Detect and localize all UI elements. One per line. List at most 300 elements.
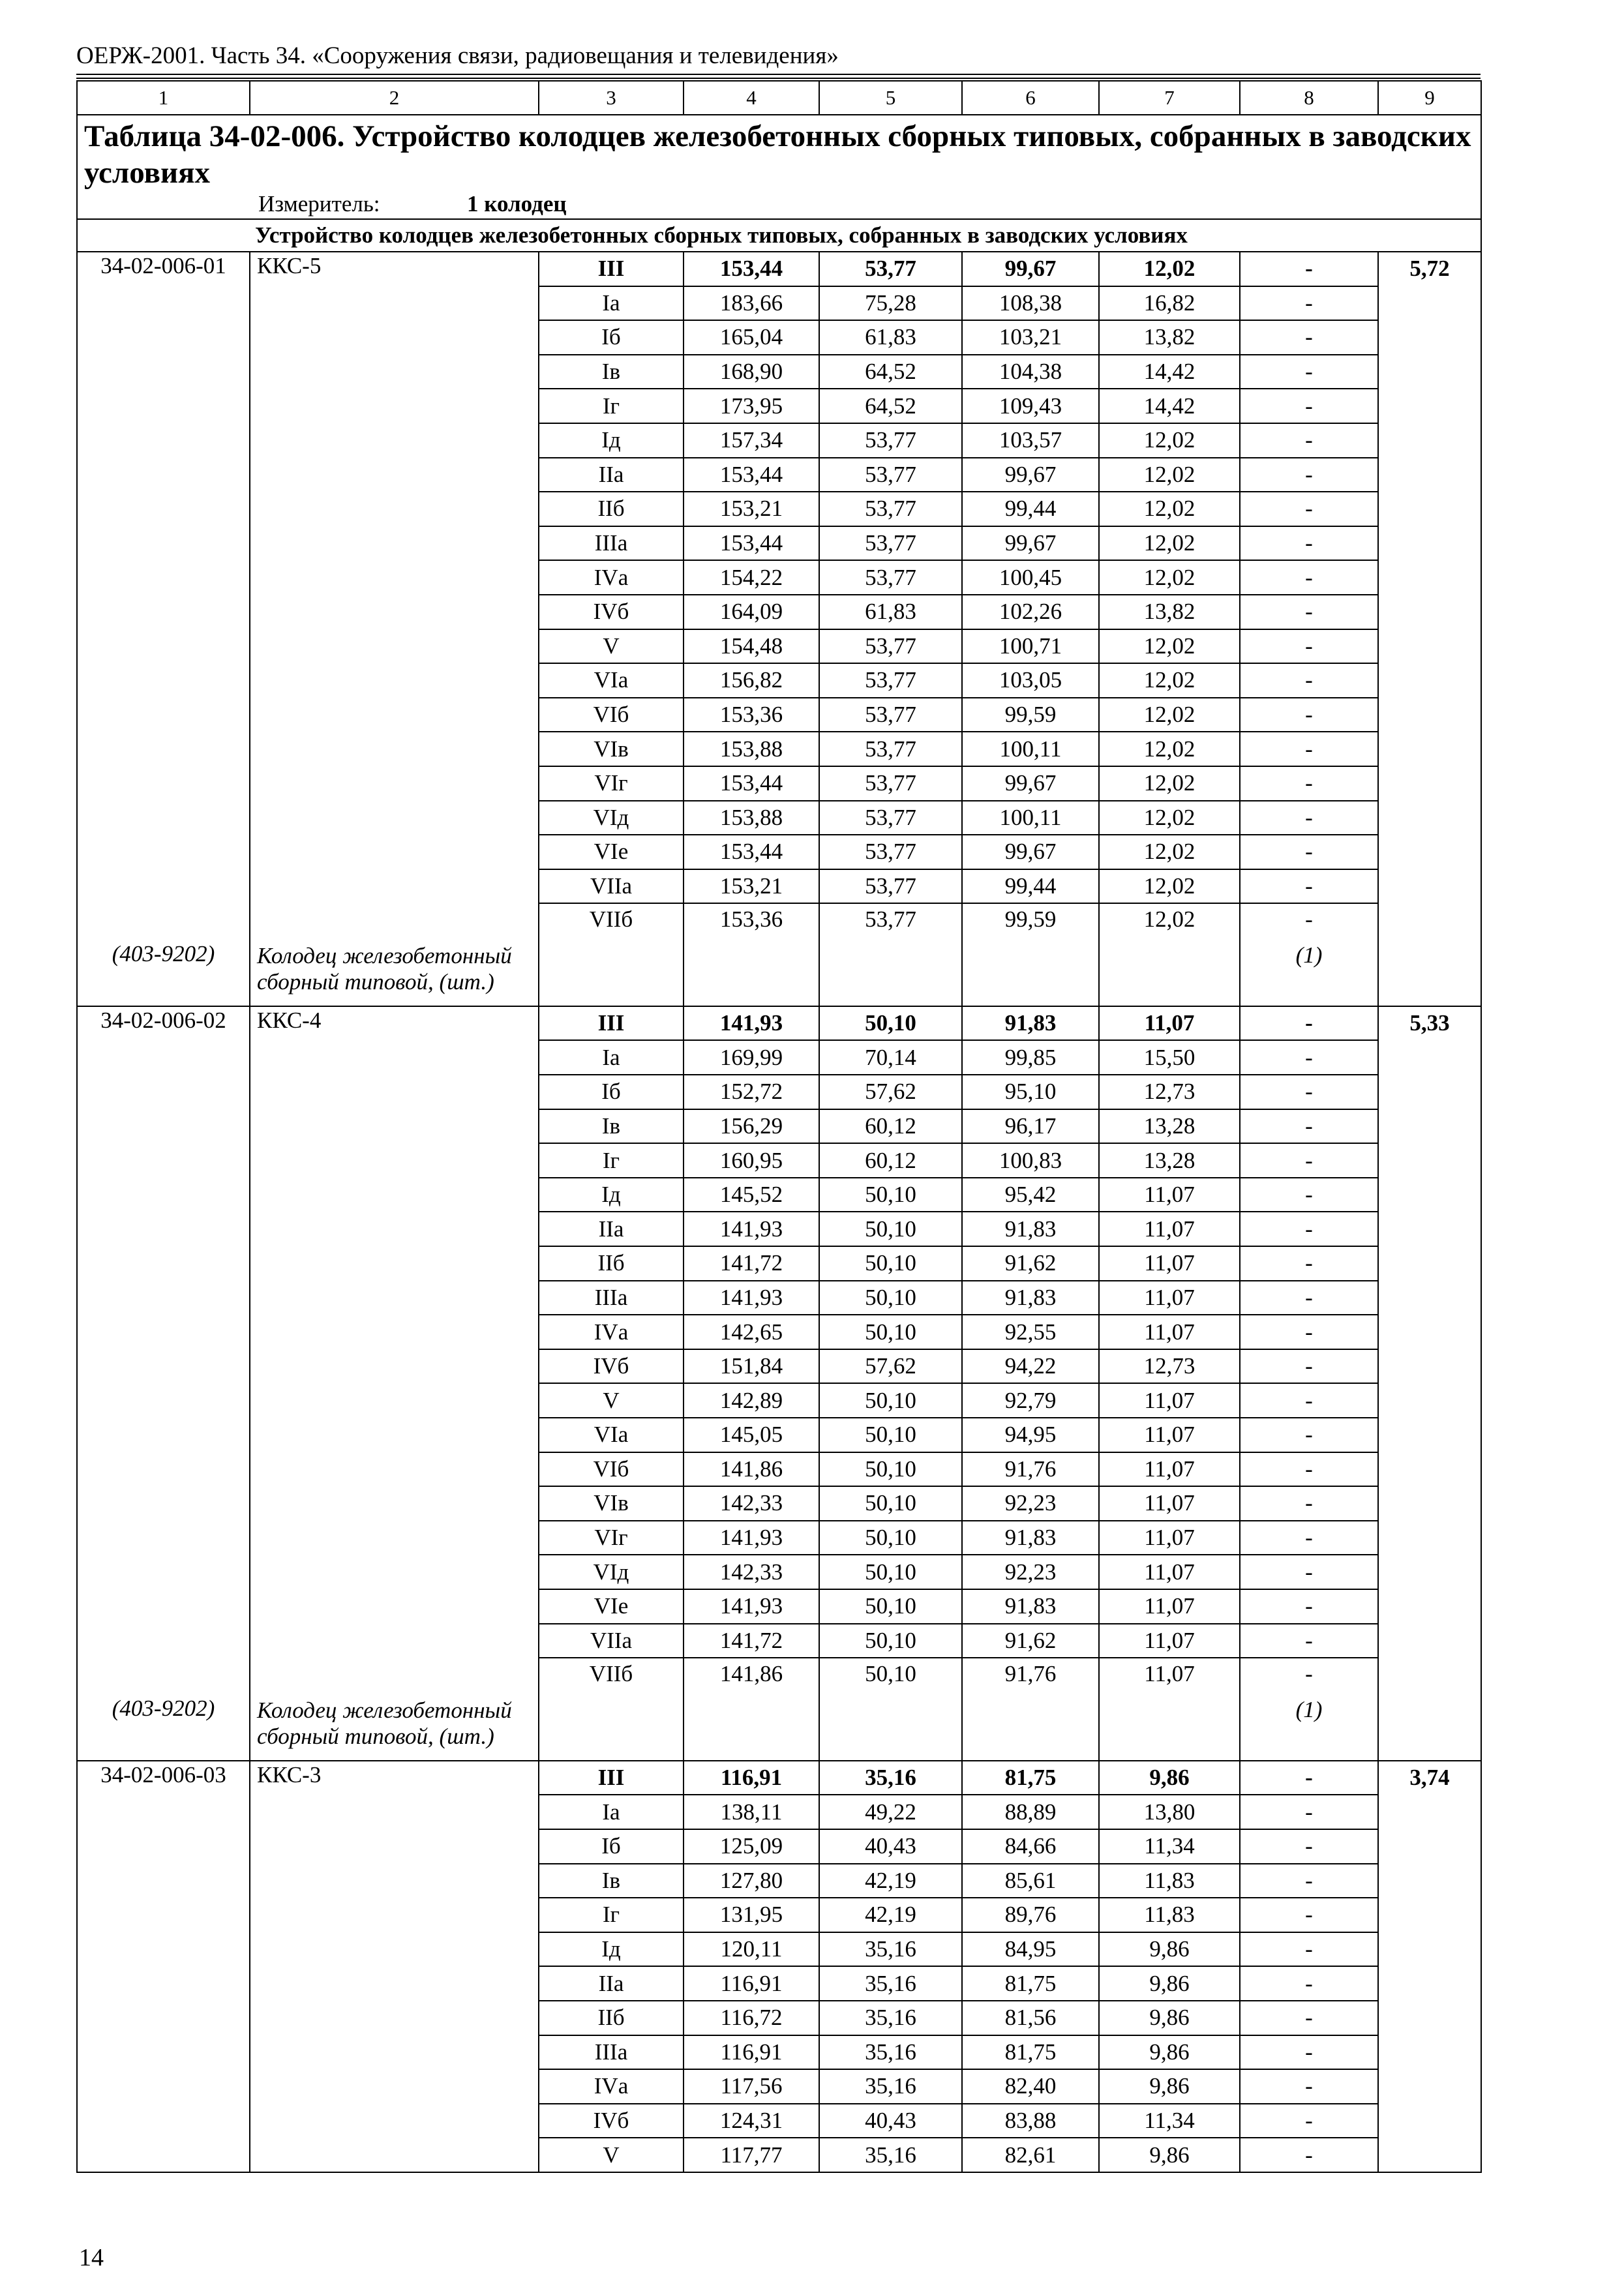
value-cell: - (1240, 458, 1378, 492)
column-number: 1 (77, 81, 250, 115)
value-cell: 14,42 (1099, 389, 1240, 423)
resource-quantity: (1) (1240, 1696, 1378, 1761)
value-cell: 11,07 (1099, 1418, 1240, 1452)
zone-cell: V (539, 1383, 684, 1418)
value-cell: 141,86 (684, 1658, 819, 1696)
value-cell: 138,11 (684, 1795, 819, 1829)
value-cell: 153,44 (684, 766, 819, 801)
value-cell: - (1240, 355, 1378, 389)
value-cell: - (1240, 1452, 1378, 1487)
value-cell: 64,52 (819, 389, 962, 423)
value-cell: 91,62 (962, 1624, 1099, 1658)
value-cell: 142,33 (684, 1555, 819, 1589)
value-cell: 100,83 (962, 1143, 1099, 1178)
value-cell: - (1240, 492, 1378, 526)
value-cell: 50,10 (819, 1555, 962, 1589)
zone-cell: Iа (539, 1040, 684, 1075)
value-cell: 50,10 (819, 1315, 962, 1349)
value-cell: - (1240, 1486, 1378, 1521)
value-cell: 53,77 (819, 663, 962, 698)
value-cell: - (1240, 286, 1378, 321)
empty-cell (962, 942, 1099, 1006)
value-cell: 91,83 (962, 1006, 1099, 1041)
section-title: Устройство колодцев железобетонных сборных типовых, собранных в заводских условиях (77, 219, 1481, 252)
value-cell: 57,62 (819, 1349, 962, 1384)
zone-cell: Iв (539, 1109, 684, 1144)
item-code: 34-02-006-01 (77, 252, 250, 942)
value-cell: - (1240, 1075, 1378, 1109)
value-cell: 50,10 (819, 1246, 962, 1281)
value-cell: 9,86 (1099, 1761, 1240, 1795)
empty-cell (684, 942, 819, 1006)
value-cell: 99,67 (962, 252, 1099, 286)
value-cell: 142,89 (684, 1383, 819, 1418)
value-cell: 125,09 (684, 1829, 819, 1864)
value-cell: - (1240, 252, 1378, 286)
value-cell: - (1240, 1143, 1378, 1178)
resource-code: (403-9202) (77, 1696, 250, 1761)
value-cell: 11,07 (1099, 1383, 1240, 1418)
table-row (77, 1006, 1481, 1041)
table-row (77, 1761, 1481, 1795)
value-cell: - (1240, 1932, 1378, 1967)
zone-cell: V (539, 2138, 684, 2172)
value-cell: 116,91 (684, 2035, 819, 2070)
value-cell: 35,16 (819, 1932, 962, 1967)
value-cell: 141,72 (684, 1246, 819, 1281)
value-cell: 60,12 (819, 1109, 962, 1144)
item-name: ККС-5 (250, 252, 539, 942)
zone-cell: Iг (539, 1898, 684, 1932)
value-cell: 127,80 (684, 1864, 819, 1898)
value-cell: 141,93 (684, 1006, 819, 1041)
value-cell: 53,77 (819, 869, 962, 904)
zone-cell: VIIб (539, 903, 684, 942)
value-cell: 92,23 (962, 1555, 1099, 1589)
resource-code: (403-9202) (77, 942, 250, 1006)
value-cell: 13,82 (1099, 595, 1240, 629)
value-cell: 84,95 (962, 1932, 1099, 1967)
value-cell: 91,83 (962, 1589, 1099, 1624)
value-cell: 53,77 (819, 903, 962, 942)
value-cell: 83,88 (962, 2104, 1099, 2138)
value-cell: - (1240, 1898, 1378, 1932)
value-cell: 53,77 (819, 560, 962, 595)
value-cell: 99,67 (962, 458, 1099, 492)
value-cell: 50,10 (819, 1452, 962, 1487)
value-cell: 100,45 (962, 560, 1099, 595)
value-cell: 60,12 (819, 1143, 962, 1178)
value-cell: - (1240, 1006, 1378, 1041)
zone-cell: VIд (539, 801, 684, 835)
column-number: 2 (250, 81, 539, 115)
value-cell: - (1240, 801, 1378, 835)
column-number: 5 (819, 81, 962, 115)
zone-cell: Iб (539, 1075, 684, 1109)
value-cell: 11,07 (1099, 1006, 1240, 1041)
measure-label: Измеритель: (258, 191, 380, 217)
value-cell: 50,10 (819, 1383, 962, 1418)
value-cell: 35,16 (819, 2138, 962, 2172)
value-cell: 117,56 (684, 2069, 819, 2104)
value-cell: 14,42 (1099, 355, 1240, 389)
value-cell: 160,95 (684, 1143, 819, 1178)
value-cell: - (1240, 1383, 1378, 1418)
value-cell: 40,43 (819, 1829, 962, 1864)
value-cell: 151,84 (684, 1349, 819, 1384)
value-cell: 156,82 (684, 663, 819, 698)
value-cell: 153,44 (684, 526, 819, 561)
column-number: 9 (1378, 81, 1481, 115)
value-cell: 145,52 (684, 1178, 819, 1212)
value-cell: 99,85 (962, 1040, 1099, 1075)
value-cell: 142,65 (684, 1315, 819, 1349)
value-cell: - (1240, 903, 1378, 942)
value-cell: 154,48 (684, 629, 819, 664)
value-cell: 11,07 (1099, 1486, 1240, 1521)
zone-cell: IVа (539, 1315, 684, 1349)
value-cell: - (1240, 1246, 1378, 1281)
value-cell: 53,77 (819, 629, 962, 664)
value-cell: - (1240, 560, 1378, 595)
value-cell: 141,93 (684, 1589, 819, 1624)
value-cell: 13,28 (1099, 1109, 1240, 1144)
value-cell: 35,16 (819, 1966, 962, 2001)
value-cell: 142,33 (684, 1486, 819, 1521)
value-cell: 12,02 (1099, 732, 1240, 766)
item-name: ККС-4 (250, 1006, 539, 1696)
value-cell: 124,31 (684, 2104, 819, 2138)
zone-cell: IVа (539, 2069, 684, 2104)
column-number-row (77, 81, 1481, 115)
value-cell: 92,55 (962, 1315, 1099, 1349)
value-cell: 53,77 (819, 458, 962, 492)
value-cell: 116,72 (684, 2001, 819, 2035)
zone-cell: VIг (539, 766, 684, 801)
value-cell: 53,77 (819, 801, 962, 835)
value-cell: 153,21 (684, 492, 819, 526)
value-cell: 11,07 (1099, 1624, 1240, 1658)
value-cell: 61,83 (819, 595, 962, 629)
zone-cell: VIа (539, 663, 684, 698)
zone-cell: Iв (539, 1864, 684, 1898)
empty-cell (819, 942, 962, 1006)
value-cell: 100,11 (962, 732, 1099, 766)
column-number: 6 (962, 81, 1099, 115)
value-cell: 131,95 (684, 1898, 819, 1932)
value-cell: 40,43 (819, 2104, 962, 2138)
zone-cell: IIб (539, 2001, 684, 2035)
section-row (77, 219, 1481, 252)
empty-cell (1099, 942, 1240, 1006)
value-cell: 95,10 (962, 1075, 1099, 1109)
value-cell: 35,16 (819, 2035, 962, 2070)
zone-cell: VIIа (539, 869, 684, 904)
value-cell: - (1240, 1281, 1378, 1315)
value-cell-col9: 5,72 (1378, 252, 1481, 1006)
zone-cell: III (539, 252, 684, 286)
value-cell: 116,91 (684, 1966, 819, 2001)
value-cell: - (1240, 698, 1378, 732)
value-cell: 154,22 (684, 560, 819, 595)
value-cell: 141,72 (684, 1624, 819, 1658)
zone-cell: IIа (539, 458, 684, 492)
empty-cell (539, 942, 684, 1006)
value-cell: 12,02 (1099, 801, 1240, 835)
value-cell: - (1240, 2035, 1378, 2070)
value-cell: 152,72 (684, 1075, 819, 1109)
value-cell: 61,83 (819, 320, 962, 355)
value-cell: 82,40 (962, 2069, 1099, 2104)
value-cell: 11,07 (1099, 1212, 1240, 1246)
zone-cell: VIб (539, 1452, 684, 1487)
value-cell: 88,89 (962, 1795, 1099, 1829)
value-cell: 117,77 (684, 2138, 819, 2172)
value-cell: 50,10 (819, 1281, 962, 1315)
value-cell: - (1240, 595, 1378, 629)
value-cell: 42,19 (819, 1898, 962, 1932)
value-cell: 173,95 (684, 389, 819, 423)
zone-cell: Iд (539, 1178, 684, 1212)
value-cell: 153,21 (684, 869, 819, 904)
item-code: 34-02-006-03 (77, 1761, 250, 2172)
column-number: 4 (684, 81, 819, 115)
value-cell: 50,10 (819, 1178, 962, 1212)
measure-line (84, 191, 1474, 217)
zone-cell: VIб (539, 698, 684, 732)
value-cell: 89,76 (962, 1898, 1099, 1932)
table-row (77, 252, 1481, 286)
value-cell: 12,02 (1099, 458, 1240, 492)
value-cell: - (1240, 629, 1378, 664)
value-cell: - (1240, 766, 1378, 801)
value-cell: 12,02 (1099, 869, 1240, 904)
value-cell: - (1240, 835, 1378, 869)
zone-cell: IIIа (539, 526, 684, 561)
value-cell: - (1240, 1315, 1378, 1349)
zone-cell: Iд (539, 423, 684, 458)
value-cell: 11,07 (1099, 1315, 1240, 1349)
value-cell: - (1240, 1349, 1378, 1384)
value-cell: 9,86 (1099, 2035, 1240, 2070)
value-cell: 50,10 (819, 1589, 962, 1624)
value-cell: - (1240, 1795, 1378, 1829)
zone-cell: VIг (539, 1521, 684, 1555)
value-cell: 75,28 (819, 286, 962, 321)
value-cell: 96,17 (962, 1109, 1099, 1144)
value-cell: - (1240, 1761, 1378, 1795)
value-cell: 11,07 (1099, 1246, 1240, 1281)
value-cell: 11,07 (1099, 1452, 1240, 1487)
zone-cell: Iг (539, 389, 684, 423)
zone-cell: Iд (539, 1932, 684, 1967)
value-cell: 11,34 (1099, 2104, 1240, 2138)
value-cell: 157,34 (684, 423, 819, 458)
zone-cell: VIе (539, 835, 684, 869)
empty-cell (962, 1696, 1099, 1761)
value-cell: 70,14 (819, 1040, 962, 1075)
value-cell: - (1240, 1555, 1378, 1589)
value-cell: - (1240, 320, 1378, 355)
zone-cell: VIIа (539, 1624, 684, 1658)
empty-cell (539, 1696, 684, 1761)
value-cell: - (1240, 732, 1378, 766)
table-title-cell (77, 115, 1481, 219)
value-cell: 156,29 (684, 1109, 819, 1144)
value-cell: 9,86 (1099, 1966, 1240, 2001)
value-cell: 35,16 (819, 2001, 962, 2035)
value-cell: 91,76 (962, 1658, 1099, 1696)
value-cell: 164,09 (684, 595, 819, 629)
zone-cell: IVб (539, 1349, 684, 1384)
page-number: 14 (79, 2244, 104, 2271)
value-cell: 12,02 (1099, 629, 1240, 664)
zone-cell: IIа (539, 1966, 684, 2001)
value-cell: - (1240, 1829, 1378, 1864)
value-cell: - (1240, 1418, 1378, 1452)
table-title: Таблица 34-02-006. Устройство колодцев железобетонных сборных типовых, собранных в заводских условиях (84, 119, 1471, 190)
value-cell: 183,66 (684, 286, 819, 321)
column-number: 8 (1240, 81, 1378, 115)
value-cell: 100,71 (962, 629, 1099, 664)
value-cell: 99,59 (962, 698, 1099, 732)
item-name: ККС-3 (250, 1761, 539, 2172)
value-cell: 50,10 (819, 1624, 962, 1658)
value-cell: 153,44 (684, 835, 819, 869)
value-cell: 35,16 (819, 1761, 962, 1795)
value-cell: 12,02 (1099, 903, 1240, 942)
value-cell: - (1240, 526, 1378, 561)
zone-cell: Iа (539, 1795, 684, 1829)
zone-cell: Iа (539, 286, 684, 321)
value-cell: 13,82 (1099, 320, 1240, 355)
value-cell: 12,02 (1099, 698, 1240, 732)
value-cell: 11,07 (1099, 1555, 1240, 1589)
value-cell: 53,77 (819, 698, 962, 732)
value-cell: 53,77 (819, 766, 962, 801)
value-cell: - (1240, 1658, 1378, 1696)
value-cell: 99,67 (962, 526, 1099, 561)
value-cell: 50,10 (819, 1418, 962, 1452)
zone-cell: IIа (539, 1212, 684, 1246)
value-cell: 91,76 (962, 1452, 1099, 1487)
value-cell: 99,44 (962, 869, 1099, 904)
value-cell: 102,26 (962, 595, 1099, 629)
value-cell: 165,04 (684, 320, 819, 355)
value-cell: 53,77 (819, 835, 962, 869)
header-rule (76, 78, 1481, 79)
value-cell: 15,50 (1099, 1040, 1240, 1075)
value-cell: 153,44 (684, 252, 819, 286)
value-cell: 53,77 (819, 492, 962, 526)
value-cell: - (1240, 1966, 1378, 2001)
value-cell: 53,77 (819, 252, 962, 286)
zone-cell: III (539, 1006, 684, 1041)
value-cell: 168,90 (684, 355, 819, 389)
zone-cell: Iг (539, 1143, 684, 1178)
value-cell: - (1240, 1109, 1378, 1144)
value-cell: 11,34 (1099, 1829, 1240, 1864)
value-cell: 141,93 (684, 1281, 819, 1315)
value-cell: 91,83 (962, 1281, 1099, 1315)
zone-cell: Iв (539, 355, 684, 389)
value-cell: 99,67 (962, 835, 1099, 869)
value-cell: 11,07 (1099, 1589, 1240, 1624)
value-cell: 53,77 (819, 732, 962, 766)
value-cell: 9,86 (1099, 2069, 1240, 2104)
zone-cell: VIв (539, 732, 684, 766)
zone-cell: VIIб (539, 1658, 684, 1696)
zone-cell: IVа (539, 560, 684, 595)
table-title-row (77, 115, 1481, 219)
value-cell: 141,86 (684, 1452, 819, 1487)
value-cell: 12,02 (1099, 423, 1240, 458)
value-cell: 141,93 (684, 1521, 819, 1555)
value-cell: 82,61 (962, 2138, 1099, 2172)
value-cell: - (1240, 2001, 1378, 2035)
value-cell-col9: 5,33 (1378, 1006, 1481, 1761)
value-cell: 91,83 (962, 1521, 1099, 1555)
value-cell: 57,62 (819, 1075, 962, 1109)
value-cell: 11,07 (1099, 1658, 1240, 1696)
measure-value: 1 колодец (467, 191, 567, 217)
value-cell: 153,36 (684, 698, 819, 732)
value-cell: - (1240, 1040, 1378, 1075)
value-cell: 85,61 (962, 1864, 1099, 1898)
value-cell: 94,22 (962, 1349, 1099, 1384)
value-cell: - (1240, 2104, 1378, 2138)
value-cell: 91,62 (962, 1246, 1099, 1281)
value-cell: - (1240, 869, 1378, 904)
value-cell: 103,57 (962, 423, 1099, 458)
zone-cell: IIб (539, 492, 684, 526)
resource-row (77, 942, 1481, 1006)
value-cell: 11,07 (1099, 1281, 1240, 1315)
resource-name: Колодец железобетонный сборный типовой, (шт.) (250, 1696, 539, 1761)
zone-cell: IIб (539, 1246, 684, 1281)
value-cell: 9,86 (1099, 2138, 1240, 2172)
zone-cell: Iб (539, 1829, 684, 1864)
value-cell: 99,67 (962, 766, 1099, 801)
value-cell: 108,38 (962, 286, 1099, 321)
zone-cell: III (539, 1761, 684, 1795)
zone-cell: V (539, 629, 684, 664)
value-cell: 92,23 (962, 1486, 1099, 1521)
value-cell: 12,02 (1099, 766, 1240, 801)
value-cell: 103,21 (962, 320, 1099, 355)
value-cell: 50,10 (819, 1212, 962, 1246)
zone-cell: VIв (539, 1486, 684, 1521)
value-cell: 64,52 (819, 355, 962, 389)
value-cell: - (1240, 1178, 1378, 1212)
value-cell: - (1240, 1589, 1378, 1624)
value-cell: - (1240, 1624, 1378, 1658)
value-cell: 49,22 (819, 1795, 962, 1829)
value-cell: 50,10 (819, 1521, 962, 1555)
value-cell: 53,77 (819, 526, 962, 561)
value-cell: 50,10 (819, 1658, 962, 1696)
value-cell: 141,93 (684, 1212, 819, 1246)
value-cell: 16,82 (1099, 286, 1240, 321)
resource-row (77, 1696, 1481, 1761)
value-cell: 169,99 (684, 1040, 819, 1075)
value-cell-col9: 3,74 (1378, 1761, 1481, 2172)
empty-cell (684, 1696, 819, 1761)
value-cell: 35,16 (819, 2069, 962, 2104)
value-cell: 99,59 (962, 903, 1099, 942)
value-cell: 12,02 (1099, 560, 1240, 595)
value-cell: - (1240, 663, 1378, 698)
